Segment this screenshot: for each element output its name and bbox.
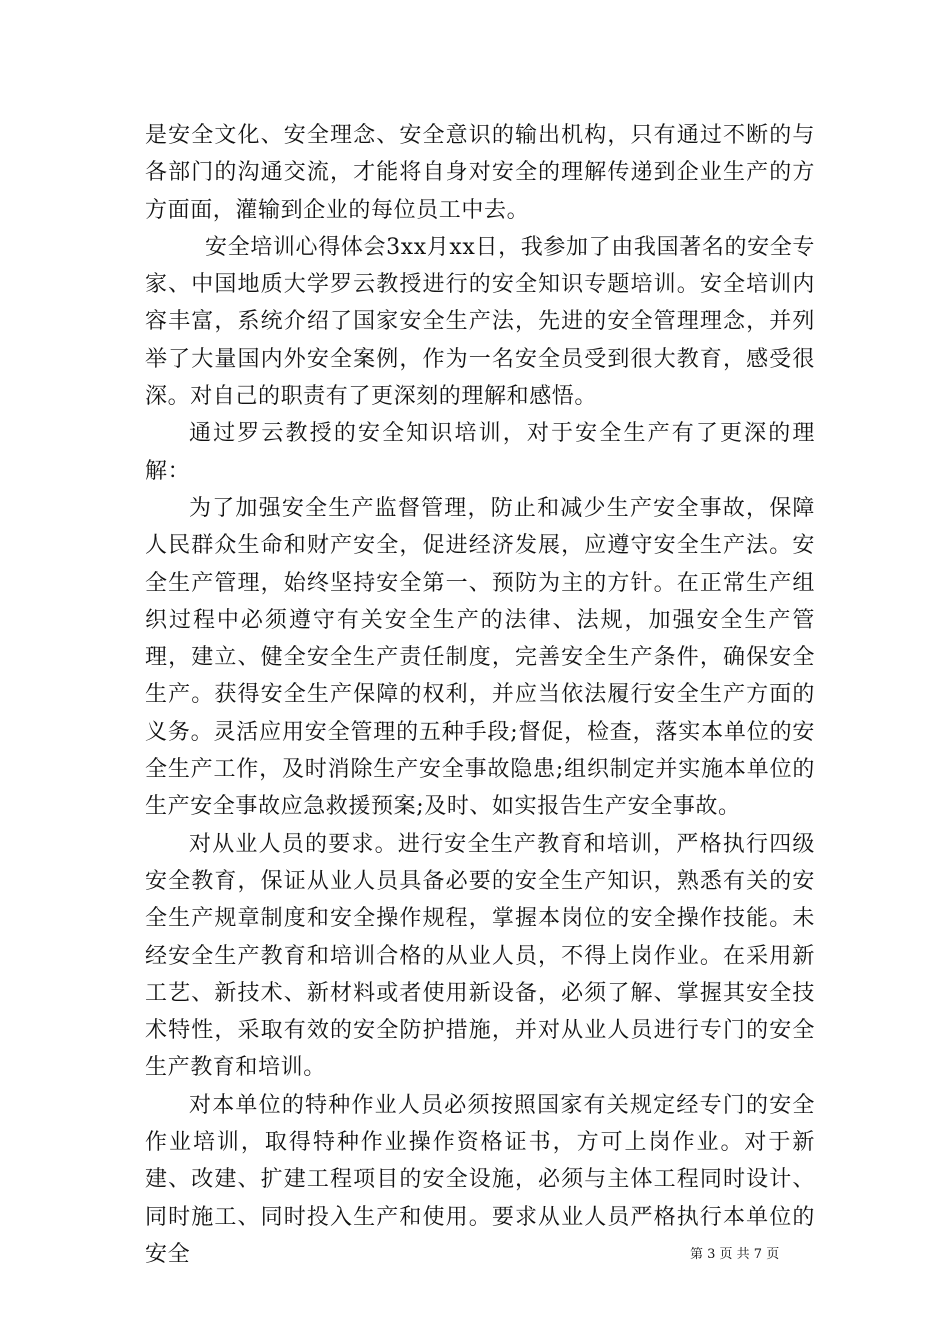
paragraph-6: 对本单位的特种作业人员必须按照国家有关规定经专门的安全作业培训，取得特种作业操作资格证书，方可上岗作业。对于新建、改建、扩建工程项目的安全设施，必须与主体工程同时设计、同时施工、同时投入生产和使用。要求从业人员严格执行本单位的安全 xyxy=(145,1092,815,1267)
page-number-footer: 第 3 页 共 7 页 xyxy=(690,1247,780,1262)
paragraph-5: 对从业人员的要求。进行安全生产教育和培训，严格执行四级安全教育，保证从业人员具备必要的安全生产知识，熟悉有关的安全生产规章制度和安全操作规程，掌握本岗位的安全操作技能。未经安全生产教育和培训合格的从业人员，不得上岗作业。在采用新工艺、新技术、新材料或者使用新设备，必须了解、掌握其安全技术特性，采取有效的安全防护措施，并对从业人员进行专门的安全生产教育和培训。 xyxy=(145,831,815,1081)
document-body xyxy=(145,117,815,1273)
paragraph-1: 是安全文化、安全理念、安全意识的输出机构，只有通过不断的与各部门的沟通交流，才能将自身对安全的理解传递到企业生产的方方面面，灌输到企业的每位员工中去。 xyxy=(145,123,815,223)
paragraph-4: 为了加强安全生产监督管理，防止和减少生产安全事故，保障人民群众生命和财产安全，促进经济发展，应遵守安全生产法。安全生产管理，始终坚持安全第一、预防为主的方针。在正常生产组织过程中必须遵守有关安全生产的法律、法规，加强安全生产管理，建立、健全安全生产责任制度，完善安全生产条件，确保安全生产。获得安全生产保障的权利，并应当依法履行安全生产方面的义务。灵活应用安全管理的五种手段;督促，检查，落实本单位的安全生产工作，及时消除生产安全事故隐患;组织制定并实施本单位的生产安全事故应急救援预案;及时、如实报告生产安全事故。 xyxy=(145,495,815,820)
paragraph-3: 通过罗云教授的安全知识培训，对于安全生产有了更深的理解： xyxy=(145,421,815,484)
paragraph-2: 安全培训心得体会3xx月xx日，我参加了由我国著名的安全专家、中国地质大学罗云教授进行的安全知识专题培训。安全培训内容丰富，系统介绍了国家安全生产法，先进的安全管理理念，并列举了大量国内外安全案例，作为一名安全员受到很大教育，感受很深。对自己的职责有了更深刻的理解和感悟。 xyxy=(145,234,815,410)
